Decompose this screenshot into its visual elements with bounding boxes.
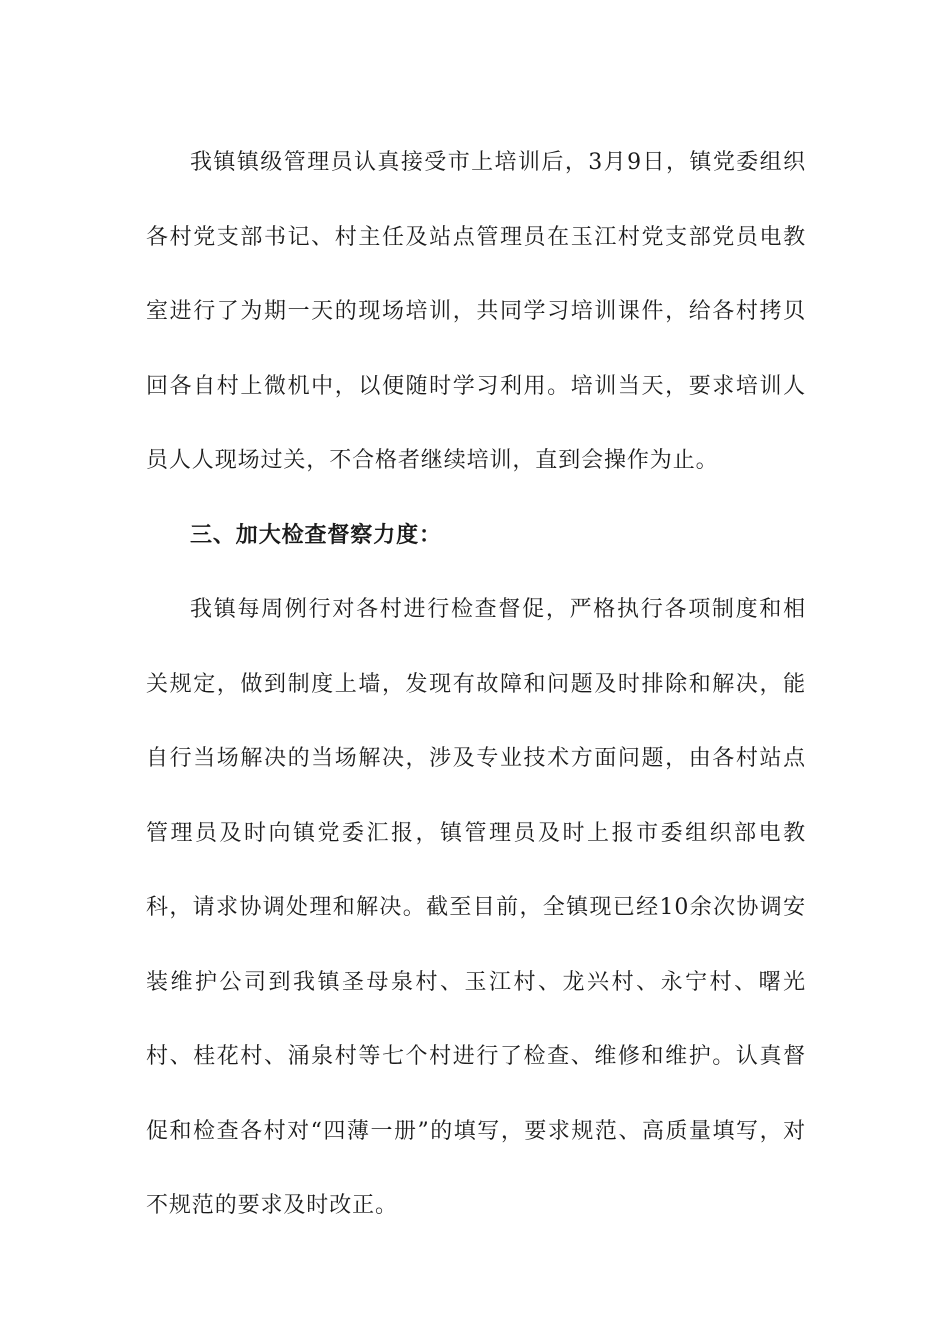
paragraph-training: 我镇镇级管理员认真接受市上培训后，3月9日，镇党委组织各村党支部书记、村主任及站点管理员在玉江村党支部党员电教室进行了为期一天的现场培训，共同学习培训课件，给各村拷贝回各自村上微机中，以便随时学习利用。培训当天，要求培训人员人人现场过关，不合格者继续培训，直到会操作为止。 <box>146 150 806 473</box>
paragraph-inspection: 我镇每周例行对各村进行检查督促，严格执行各项制度和相关规定，做到制度上墙，发现有故障和问题及时排除和解决，能自行当场解决的当场解决，涉及专业技术方面问题，由各村站点管理员及时向镇党委汇报，镇管理员及时上报市委组织部电教科，请求协调处理和解决。截至目前，全镇现已经10余次协调安装维护公司到我镇圣母泉村、玉江村、龙兴村、永宁村、曙光村、桂花村、涌泉村等七个村进行了检查、维修和维护。认真督促和检查各村对“四薄一册”的填写，要求规范、高质量填写，对不规范的要求及时改正。 <box>146 597 806 1218</box>
document-body <box>146 126 806 1244</box>
section-heading-inspection: 三、加大检查督察力度： <box>190 522 442 548</box>
